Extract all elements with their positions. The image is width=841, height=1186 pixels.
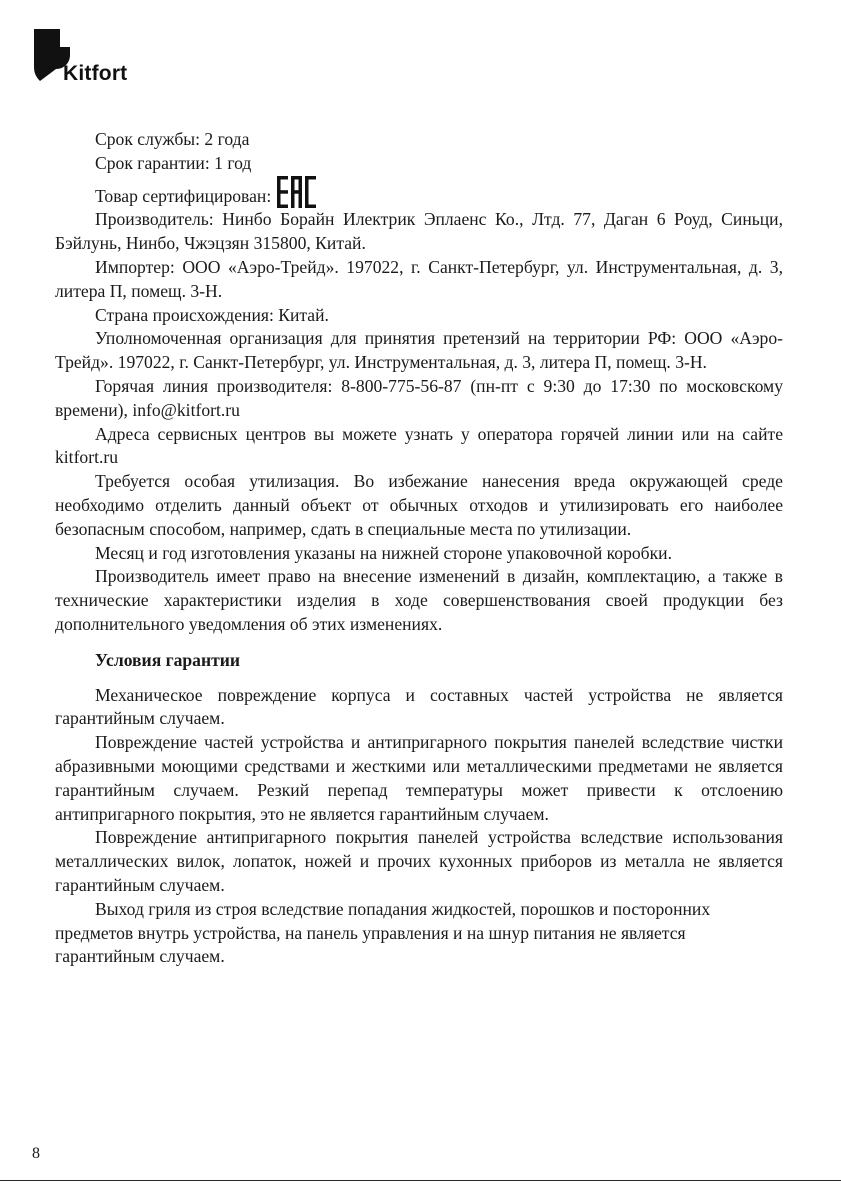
kitfort-logo (34, 29, 144, 89)
warranty-clause: Повреждение частей устройства и антипригарного покрытия панелей вследствие чистки абразивными моющими средствами и жесткими или металлическими предметами не является гарантийным случаем. Резкий перепад температуры может привести к отслоению антипригарного покрытия, это не является гарантийным случаем. (55, 732, 783, 824)
certification-line (55, 176, 783, 209)
warranty-period: Срок гарантии: 1 год (95, 152, 252, 173)
importer: Импортер: ООО «Аэро-Трейд». 197022, г. Санкт-Петербург, ул. Инструментальная, д. 3, литера П, помещ. 3-Н. (55, 256, 783, 301)
country-of-origin: Страна происхождения: Китай. (95, 304, 329, 325)
service-centers: Адреса сервисных центров вы можете узнать у оператора горячей линии или на сайте kitfort.ru (55, 423, 783, 468)
page-number: 8 (32, 1145, 40, 1162)
warranty-heading: Условия гарантии (95, 649, 241, 670)
certification-text: Товар сертифицирован: (95, 185, 272, 206)
warranty-clause: Повреждение антипригарного покрытия панелей устройства вследствие использования металлических вилок, лопаток, ножей и прочих кухонных приборов из металла не является гарантийным случаем. (55, 827, 783, 895)
logo-text: Kitfort (63, 62, 128, 85)
manufacturer: Производитель: Нинбо Борайн Илектрик Эплаенс Ко., Лтд. 77, Даган 6 Роуд, Синьци, Бэйлунь, Нинбо, Чжэцзян 315800, Китай. (55, 209, 783, 254)
manufacture-date: Месяц и год изготовления указаны на нижней стороне упаковочной коробки. (95, 542, 672, 563)
document-body (55, 128, 783, 969)
manufacturer-rights: Производитель имеет право на внесение изменений в дизайн, комплектацию, а также в технические характеристики изделия в ходе совершенствования своей продукции без дополнительного уведомления об этих изменениях. (55, 566, 783, 634)
warranty-clause: Механическое повреждение корпуса и составных частей устройства не является гарантийным случаем. (55, 684, 783, 729)
authorized-organization: Уполномоченная организация для принятия претензий на территории РФ: ООО «Аэро-Трейд». 197022, г. Санкт-Петербург, ул. Инструментальная, д. 3, литера П, помещ. 3-Н. (55, 328, 783, 373)
eac-mark-icon (277, 176, 317, 208)
service-life: Срок службы: 2 года (95, 129, 250, 149)
footer-divider (0, 1180, 841, 1181)
warranty-clause: Выход гриля из строя вследствие попадания жидкостей, порошков и посторонних предметов внутрь устройства, на панель управления и на шнур питания не является гарантийным случаем. (55, 898, 711, 967)
disposal: Требуется особая утилизация. Во избежание нанесения вреда окружающей среде необходимо отделить данный объект от обычных отходов и утилизировать его наиболее безопасным способом, например, сдать в специальные места по утилизации. (55, 471, 783, 539)
hotline: Горячая линия производителя: 8-800-775-56-87 (пн-пт с 9:30 до 17:30 по московскому времени), info@kitfort.ru (55, 375, 783, 420)
